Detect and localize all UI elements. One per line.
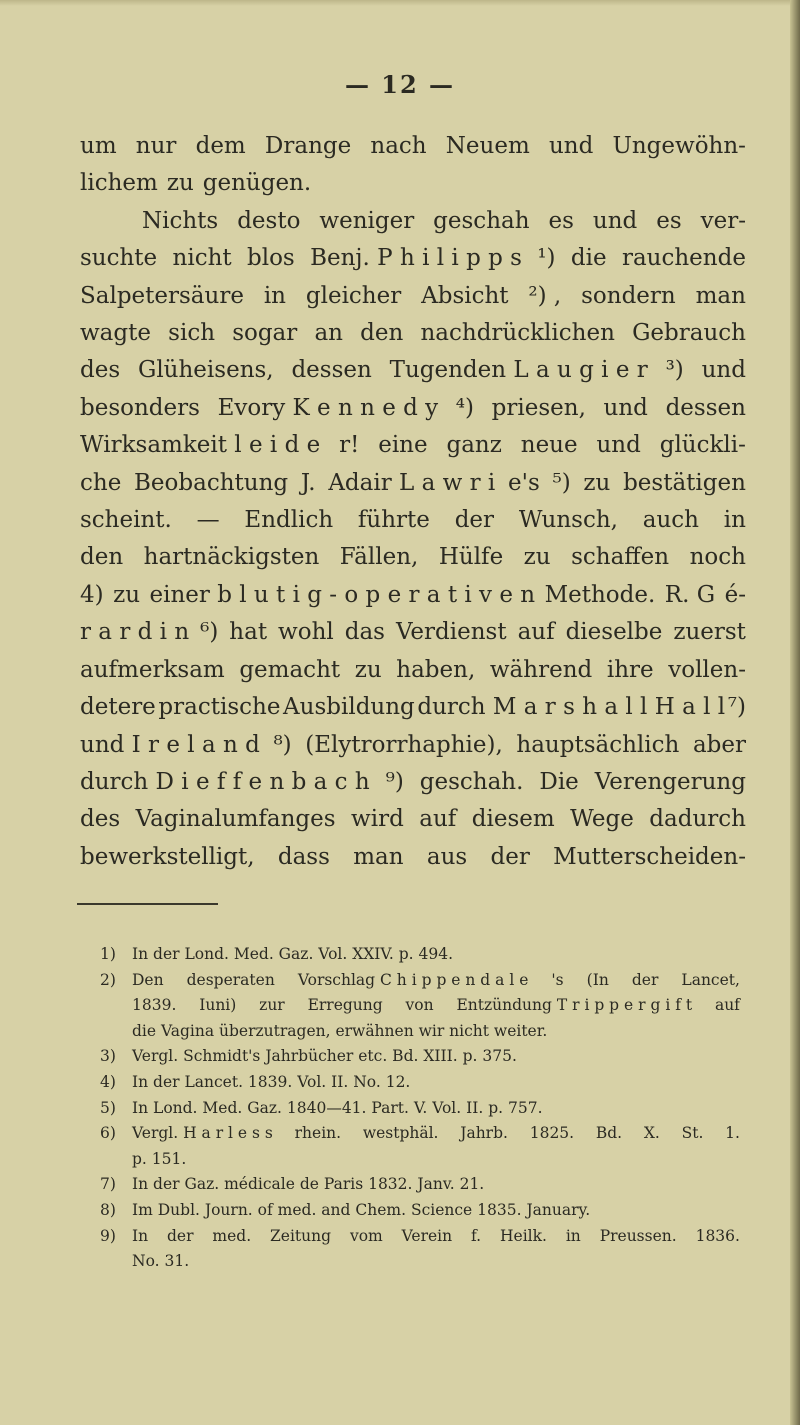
word: Iuni) xyxy=(199,996,237,1015)
word: ⁷) xyxy=(727,694,746,721)
footnote-line xyxy=(100,1224,740,1250)
footnote-text: In der Lancet. 1839. Vol. II. No. 12. xyxy=(132,1072,411,1091)
text-line xyxy=(80,315,746,352)
word: und I r e l a n d xyxy=(80,731,260,758)
word: das xyxy=(344,619,385,646)
footnote-text: In der Gaz. médicale de Paris 1832. Janv. 21. xyxy=(132,1175,485,1194)
text-line xyxy=(80,465,746,502)
word: Verdienst xyxy=(395,619,507,646)
footnote-line xyxy=(100,1044,740,1070)
word: Absicht xyxy=(421,282,509,309)
word: Zeitung xyxy=(270,1226,332,1245)
word: man xyxy=(695,282,746,309)
word: Vaginalumfanges xyxy=(135,806,336,833)
word: hauptsächlich xyxy=(516,731,680,758)
footnote-text xyxy=(132,1121,740,1147)
word: rhein. xyxy=(294,1124,342,1143)
footnote-line xyxy=(100,1019,740,1045)
text-line xyxy=(80,539,746,576)
word: suchte xyxy=(80,245,158,272)
word: Bd. xyxy=(595,1124,623,1143)
word: che xyxy=(80,469,122,496)
word: dieselbe xyxy=(565,619,663,646)
text-line xyxy=(80,203,746,240)
word: ⁹) xyxy=(385,768,404,795)
word: sogar xyxy=(232,320,298,347)
word: Preussen. xyxy=(599,1226,677,1245)
footnote-line xyxy=(100,1172,740,1198)
word: hartnäckigsten xyxy=(143,544,320,571)
word: med. xyxy=(212,1226,252,1245)
word: ²) , xyxy=(528,282,562,309)
footnote-number: 7) xyxy=(100,1175,116,1194)
word: wohl xyxy=(278,619,334,646)
word: f. xyxy=(471,1226,482,1245)
word: desto xyxy=(237,207,301,234)
text-line xyxy=(80,352,746,389)
footnote-number: 9) xyxy=(100,1226,116,1245)
word: und xyxy=(701,357,746,384)
text-line xyxy=(80,128,746,165)
word: Adair L a w r i xyxy=(328,469,496,496)
word: Wege xyxy=(570,806,634,833)
word: wagte xyxy=(80,320,151,347)
word: In xyxy=(132,1226,149,1245)
word: führte xyxy=(357,507,430,534)
word: ¹) xyxy=(537,245,556,272)
footnote-line xyxy=(100,1147,740,1173)
word: geschah xyxy=(433,207,530,234)
word: ³) xyxy=(665,357,684,384)
footnote-number: 3) xyxy=(100,1047,116,1066)
word: ganz xyxy=(446,432,502,459)
footnote-number: 1) xyxy=(100,945,116,963)
footnote-line xyxy=(100,1249,740,1275)
word: nur xyxy=(135,133,177,159)
word: 1. xyxy=(725,1124,740,1143)
word: vom xyxy=(349,1226,383,1245)
word: in xyxy=(565,1226,581,1245)
word: in xyxy=(263,282,286,309)
word: é- xyxy=(724,581,746,608)
word: desperaten xyxy=(186,970,275,989)
word: scheint. xyxy=(80,507,172,534)
word: der xyxy=(631,970,659,989)
footnote-line xyxy=(100,968,740,994)
word: weniger xyxy=(319,207,415,234)
word: lichem xyxy=(80,170,158,197)
word: priesen, xyxy=(491,394,586,421)
word: Ausbildung xyxy=(283,694,415,721)
text-line xyxy=(80,801,746,838)
word: Vergl. H a r l e s s xyxy=(132,1124,273,1143)
word: ⁶) xyxy=(200,619,219,646)
word: — xyxy=(196,507,220,534)
word: zu xyxy=(354,656,382,683)
text-line xyxy=(80,390,746,427)
footnote-line xyxy=(100,993,740,1019)
word: durch M a r s h a l l H a l l xyxy=(417,694,726,721)
word: rauchende xyxy=(621,245,746,272)
word: Vorschlag C h i p p e n d a l e xyxy=(297,970,529,989)
text-line xyxy=(80,278,746,315)
word: (Elytrorrhaphie), xyxy=(305,731,503,758)
word: aber xyxy=(692,731,746,758)
word: es xyxy=(548,207,574,234)
footnote-number: 8) xyxy=(100,1200,116,1219)
footnote-number: 2) xyxy=(100,970,116,989)
word: vollen- xyxy=(668,656,746,683)
footnote-text: die Vagina überzutragen, erwähnen wir nicht weiter. xyxy=(132,1021,548,1040)
word: gleicher xyxy=(305,282,402,309)
word: sondern xyxy=(581,282,676,309)
word: ⁴) xyxy=(455,394,474,421)
word: Den xyxy=(132,970,164,989)
word: der xyxy=(490,843,530,870)
word: und xyxy=(596,432,641,459)
word: und xyxy=(592,207,638,234)
word: Verengerung xyxy=(594,768,746,795)
word: neue xyxy=(520,432,578,459)
word: hat xyxy=(229,619,268,646)
word: durch D i e f f e n b a c h xyxy=(80,768,370,795)
word: besonders xyxy=(80,394,200,421)
word: der xyxy=(167,1226,194,1245)
footnote-line xyxy=(100,1198,740,1224)
word: Beobachtung xyxy=(134,469,289,496)
word: X. xyxy=(643,1124,660,1143)
word: blos xyxy=(247,245,295,272)
word: wird xyxy=(351,806,404,833)
word: dadurch xyxy=(649,806,746,833)
text-line xyxy=(80,165,746,202)
word: r! xyxy=(339,432,360,459)
word: Verein xyxy=(401,1226,453,1245)
word: zu xyxy=(166,170,194,197)
word: aufmerksam xyxy=(80,656,225,683)
word: Gebrauch xyxy=(632,320,746,347)
word: dem xyxy=(195,133,246,159)
word: Neuem xyxy=(445,133,530,159)
word: St. xyxy=(681,1124,704,1143)
word: glückli- xyxy=(659,432,746,459)
word: gemacht xyxy=(239,656,341,683)
word: Heilk. xyxy=(500,1226,547,1245)
word: ihre xyxy=(606,656,654,683)
page-binding-edge xyxy=(790,0,800,1425)
word: Ungewöhn- xyxy=(612,133,746,159)
text-line xyxy=(80,614,746,651)
word: e's xyxy=(508,469,540,496)
text-line xyxy=(80,427,746,464)
word: während xyxy=(489,656,593,683)
footnotes xyxy=(100,942,740,1275)
footnote-line xyxy=(100,1096,740,1122)
word: 4) xyxy=(80,581,104,608)
word: sich xyxy=(168,320,216,347)
word: r a r d i n xyxy=(80,619,190,646)
word: nach xyxy=(370,133,427,159)
word: genügen. xyxy=(202,170,312,197)
word: Glüheisens, xyxy=(137,357,274,384)
word: zuerst xyxy=(673,619,746,646)
footnote-text: Vergl. Schmidt's Jahrbücher etc. Bd. XIII. p. 375. xyxy=(132,1047,517,1066)
word: Drange xyxy=(264,133,352,159)
word: Hülfe xyxy=(438,544,504,571)
word: Benj. P h i l i p p s xyxy=(310,245,522,272)
page-number: — 12 — xyxy=(344,70,456,99)
word: um xyxy=(80,133,117,159)
word: Nichts xyxy=(142,207,219,234)
word: Wirksamkeit l e i d e xyxy=(80,432,321,459)
word: Die xyxy=(539,768,579,795)
word: dessen xyxy=(665,394,746,421)
footnote-number: 6) xyxy=(100,1124,116,1143)
word: noch xyxy=(689,544,746,571)
word: es xyxy=(656,207,682,234)
footnote-text: In der Lond. Med. Gaz. Vol. XXIV. p. 494. xyxy=(132,945,454,963)
word: des xyxy=(80,357,121,384)
text-line xyxy=(80,240,746,277)
footnote-number: 4) xyxy=(100,1072,116,1091)
footnote-text: p. 151. xyxy=(132,1149,187,1168)
word: 's xyxy=(551,970,564,989)
word: schaffen xyxy=(571,544,670,571)
word: die xyxy=(570,245,607,272)
footnote-text: No. 31. xyxy=(132,1252,190,1271)
text-line xyxy=(80,689,746,726)
word: zur xyxy=(259,996,285,1015)
word: den xyxy=(360,320,404,347)
word: Endlich xyxy=(244,507,334,534)
word: geschah. xyxy=(419,768,524,795)
word: Evory K e n n e d y xyxy=(217,394,439,421)
word: Jahrb. xyxy=(460,1124,508,1143)
word: haben, xyxy=(396,656,476,683)
word: Fällen, xyxy=(339,544,419,571)
word: practische xyxy=(158,694,281,721)
word: auch xyxy=(642,507,699,534)
word: nachdrücklichen xyxy=(420,320,615,347)
word: der xyxy=(454,507,495,534)
word: zu xyxy=(583,469,611,496)
word: in xyxy=(723,507,746,534)
word: dessen xyxy=(291,357,372,384)
footnote-text xyxy=(132,993,740,1019)
word: 1836. xyxy=(695,1226,740,1245)
word: eine xyxy=(378,432,428,459)
word: den xyxy=(80,544,124,571)
footnote-line xyxy=(100,1070,740,1096)
footnote-divider xyxy=(77,903,218,905)
word: Lancet, xyxy=(681,970,740,989)
footnote-text: Im Dubl. Journ. of med. and Chem. Science 1835. January. xyxy=(132,1200,591,1219)
footnote-line xyxy=(100,1121,740,1147)
word: auf xyxy=(517,619,555,646)
word: Mutterscheiden- xyxy=(553,843,746,870)
word: 1839. xyxy=(132,996,177,1015)
word: und xyxy=(548,133,594,159)
word: und xyxy=(603,394,648,421)
word: aus xyxy=(426,843,468,870)
word: westphäl. xyxy=(362,1124,439,1143)
word: diesem xyxy=(471,806,555,833)
word: zu xyxy=(113,581,141,608)
word: zu xyxy=(523,544,551,571)
text-line xyxy=(80,502,746,539)
word: detere xyxy=(80,694,156,721)
word: von xyxy=(405,996,434,1015)
word: bestätigen xyxy=(623,469,746,496)
word: einer b l u t i g - o p e r a t i v e n xyxy=(149,581,536,608)
footnote-text xyxy=(132,1224,740,1250)
footnote-line xyxy=(100,942,740,968)
word: 1825. xyxy=(529,1124,575,1143)
word: Entzündung T r i p p e r g i f t xyxy=(456,996,693,1015)
word: Salpetersäure xyxy=(80,282,244,309)
word: an xyxy=(314,320,343,347)
text-line xyxy=(80,727,746,764)
word: des xyxy=(80,806,121,833)
word: Wunsch, xyxy=(518,507,618,534)
page-top-edge xyxy=(0,0,800,6)
word: ⁸) xyxy=(273,731,292,758)
text-line xyxy=(80,577,746,614)
word: ver- xyxy=(700,207,746,234)
word: R. G xyxy=(664,581,716,608)
word: nicht xyxy=(172,245,232,272)
word: bewerkstelligt, xyxy=(80,843,255,870)
word: Tugenden L a u g i e r xyxy=(389,357,648,384)
text-line xyxy=(80,839,746,876)
word: auf xyxy=(419,806,457,833)
text-line xyxy=(80,764,746,801)
footnote-text: In Lond. Med. Gaz. 1840—41. Part. V. Vol. II. p. 757. xyxy=(132,1098,543,1117)
footnote-text xyxy=(132,968,740,994)
word: (In xyxy=(586,970,609,989)
word: Erregung xyxy=(307,996,383,1015)
footnote-number: 5) xyxy=(100,1098,116,1117)
word: man xyxy=(353,843,404,870)
body-text xyxy=(80,128,746,876)
word: auf xyxy=(714,996,740,1015)
word: dass xyxy=(277,843,330,870)
word: J. xyxy=(300,469,316,496)
word: ⁵) xyxy=(552,469,571,496)
word: Methode. xyxy=(544,581,656,608)
text-line xyxy=(80,652,746,689)
